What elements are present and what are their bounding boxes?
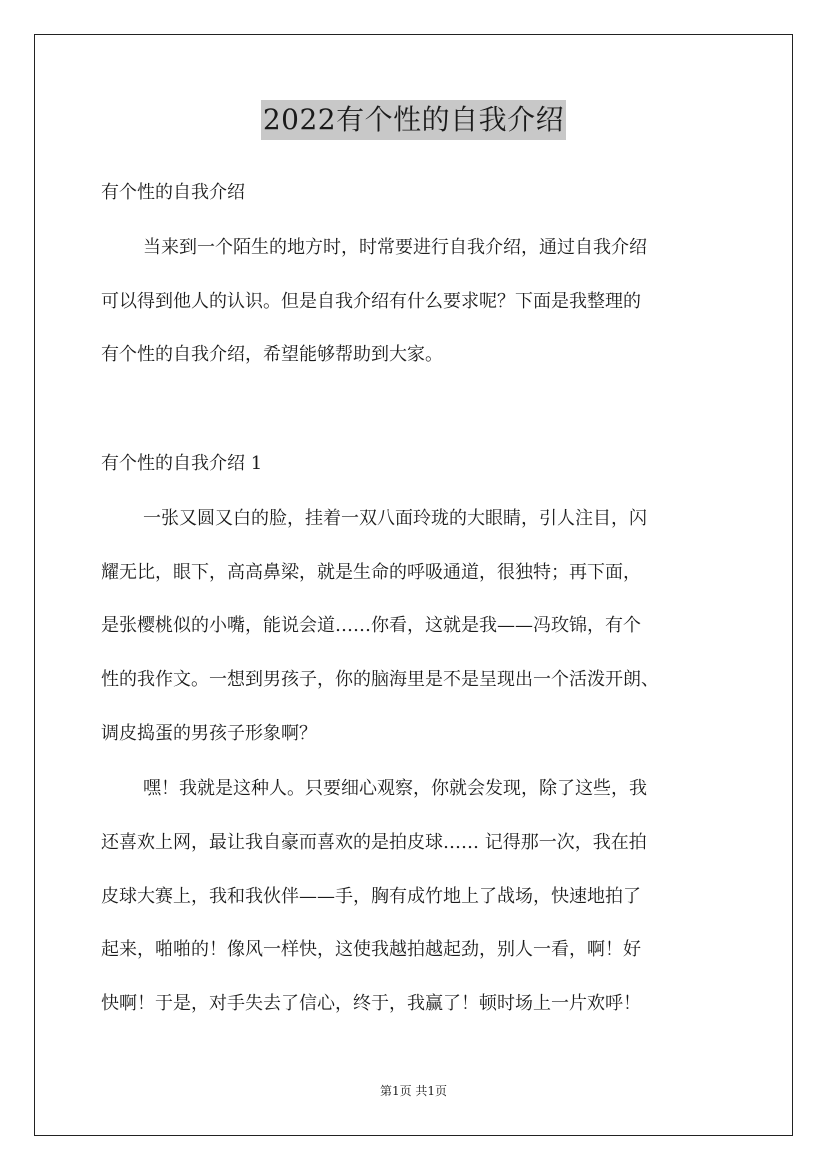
section-heading: 有个性的自我介绍	[101, 182, 245, 203]
paragraph-line: 还喜欢上网，最让我自豪而喜欢的是拍皮球…… 记得那一次，我在拍	[101, 832, 647, 853]
intro-line: 可以得到他人的认识。但是自我介绍有什么要求呢？下面是我整理的	[101, 291, 641, 312]
paragraph-line: 耀无比，眼下，高高鼻梁，就是生命的呼吸通道，很独特；再下面，	[101, 562, 641, 583]
page-footer: 第1页 共1页	[379, 1084, 448, 1098]
paragraph-line: 快啊！于是，对手失去了信心，终于，我赢了！顿时场上一片欢呼！	[101, 993, 641, 1014]
intro-line: 当来到一个陌生的地方时，时常要进行自我介绍，通过自我介绍	[143, 237, 647, 258]
intro-line: 有个性的自我介绍，希望能够帮助到大家。	[101, 344, 443, 365]
sub-heading: 有个性的自我介绍 1	[101, 453, 263, 474]
paragraph-line: 嘿！我就是这种人。只要细心观察，你就会发现，除了这些，我	[143, 778, 647, 799]
paragraph-line: 是张樱桃似的小嘴，能说会道……你看，这就是我——冯玫锦，有个	[101, 615, 641, 636]
paragraph-line: 调皮捣蛋的男孩子形象啊？	[101, 723, 317, 744]
paragraph-line: 皮球大赛上，我和我伙伴——手，胸有成竹地上了战场，快速地拍了	[101, 886, 641, 907]
title-container	[0, 100, 827, 140]
paragraph-line: 起来，啪啪的！像风一样快，这使我越拍越起劲，别人一看，啊！好	[101, 939, 641, 960]
document-title: 2022有个性的自我介绍	[261, 100, 566, 140]
paragraph-line: 一张又圆又白的脸，挂着一双八面玲珑的大眼睛，引人注目，闪	[143, 508, 647, 529]
paragraph-line: 性的我作文。一想到男孩子，你的脑海里是不是呈现出一个活泼开朗、	[101, 669, 659, 690]
